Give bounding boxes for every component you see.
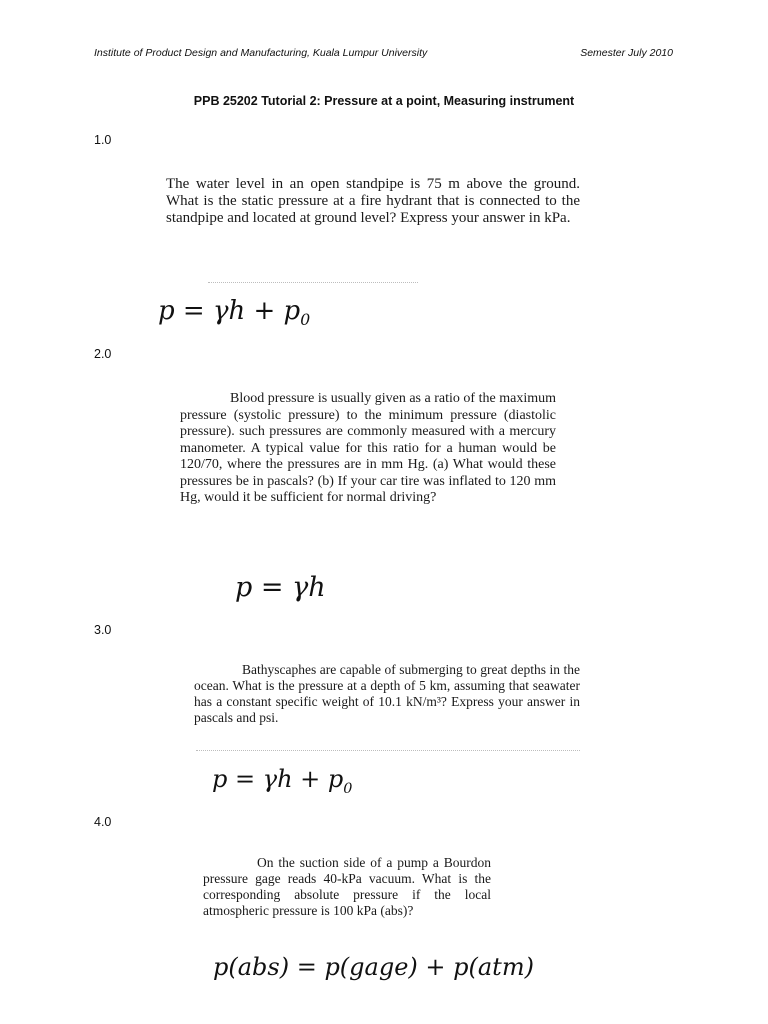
page-title: PPB 25202 Tutorial 2: Pressure at a point, Measuring instrument bbox=[193, 94, 575, 108]
scan-artifact-line bbox=[208, 282, 418, 283]
question-text-3: Bathyscaphes are capable of submerging to great depths in the ocean. What is the pressure at a depth of 5 km, assuming that seawater has a constant specific weight of 10.1 kN/m³? Express your answer in pascals and psi. bbox=[194, 662, 580, 725]
question-text-2: Blood pressure is usually given as a ratio of the maximum pressure (systolic pressure) to the minimum pressure (diastolic pressure). such pressures are commonly measured with a mercury manometer. A typical value for this ratio for a human would be 120/70, where the pressures are in mm Hg. (a) What would these pressures be in pascals? (b) If your car tire was inflated to 120 mm Hg, would it be sufficient for normal driving? bbox=[180, 391, 556, 505]
header-institution: Institute of Product Design and Manufacturing, Kuala Lumpur University bbox=[94, 47, 428, 59]
question-number-2: 2.0 bbox=[94, 347, 112, 361]
header-semester: Semester July 2010 bbox=[580, 47, 673, 59]
question-text-4: On the suction side of a pump a Bourdon pressure gage reads 40-kPa vacuum. What is the corresponding absolute pressure if the local atmospheric pressure is 100 kPa (abs)? bbox=[203, 855, 491, 918]
formula-2: p = γh bbox=[235, 572, 326, 603]
question-number-4: 4.0 bbox=[94, 815, 112, 829]
formula-1: $p = \gamma h + p_0$ bbox=[158, 296, 311, 330]
scan-artifact-line bbox=[196, 750, 580, 751]
question-number-1: 1.0 bbox=[94, 133, 112, 147]
formula-3: $p = \gamma h + p_0$ bbox=[212, 765, 353, 797]
question-text-1: The water level in an open standpipe is 75 m above the ground. What is the static pressure at a fire hydrant that is connected to the standpipe and located at ground level? Express your answer in kPa. bbox=[166, 176, 580, 226]
question-number-3: 3.0 bbox=[94, 623, 112, 637]
formula-4: p(abs) = p(gage) + p(atm) bbox=[213, 953, 534, 981]
